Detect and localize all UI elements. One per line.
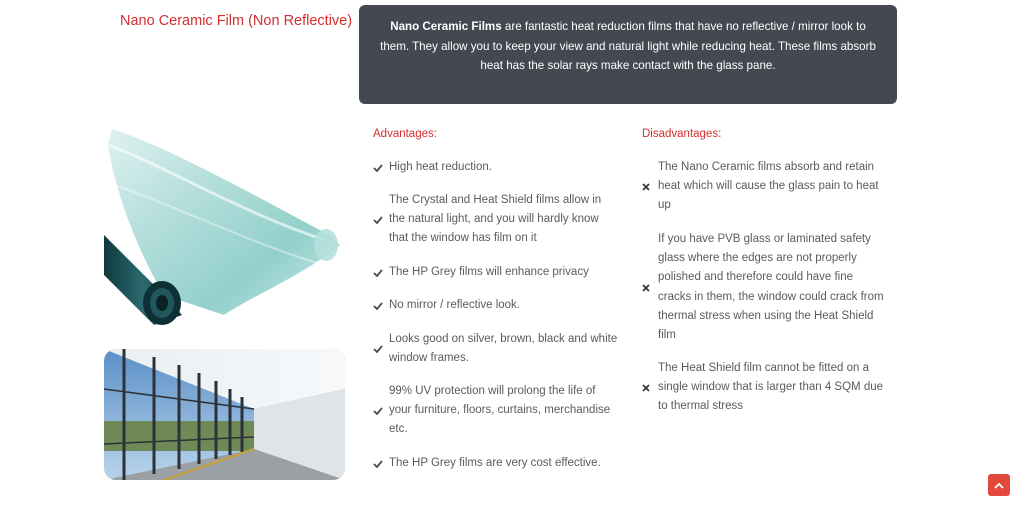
disadvantage-text: The Heat Shield film cannot be fitted on a single window that is larger than 4 SQM due to thermal stress — [658, 362, 884, 413]
check-icon — [373, 164, 389, 172]
disadvantages-title: Disadvantages: — [642, 128, 722, 140]
advantage-item — [373, 296, 618, 315]
check-icon — [373, 407, 389, 415]
advantage-item — [373, 191, 618, 249]
cross-icon — [642, 284, 658, 292]
advantage-item — [373, 454, 618, 473]
check-icon — [373, 345, 389, 353]
banner-bold-text: Nano Ceramic Films — [390, 20, 502, 33]
advantage-text: The HP Grey films are very cost effective. — [389, 457, 601, 469]
advantage-text: No mirror / reflective look. — [389, 299, 521, 311]
disadvantage-item — [642, 158, 887, 216]
advantage-text: The Crystal and Heat Shield films allow in the natural light, and you will hardly know that the window has film on it — [389, 194, 602, 245]
chevron-up-icon — [994, 476, 1004, 494]
check-icon — [373, 269, 389, 277]
advantage-text: 99% UV protection will prolong the life of your furniture, floors, curtains, merchandise etc. — [389, 385, 611, 436]
section-heading: Nano Ceramic Film (Non Reflective) — [120, 13, 353, 29]
cross-icon — [642, 183, 658, 191]
advantages-title: Advantages: — [373, 128, 437, 140]
disadvantage-text: The Nano Ceramic films absorb and retain heat which will cause the glass pain to heat up — [658, 161, 879, 212]
disadvantage-text: If you have PVB glass or laminated safety glass where the edges are not properly polished and therefore could have fine cracks in them, the window could crack from thermal stress when using the Heat Shield film — [658, 233, 884, 342]
cross-icon — [642, 384, 658, 392]
advantage-item — [373, 330, 618, 368]
advantage-text: Looks good on silver, brown, black and white window frames. — [389, 333, 618, 365]
check-icon — [373, 216, 389, 224]
advantage-item — [373, 382, 618, 440]
advantage-text: High heat reduction. — [389, 161, 492, 173]
banner-text: are fantastic heat reduction films that have no reflective / mirror look to them. They allow you to keep your view and natural light while reducing heat. These films absorb heat has the solar rays make contact with the glass pane. — [380, 20, 876, 73]
check-icon — [373, 302, 389, 310]
film-roll-image — [104, 125, 345, 335]
intro-banner — [359, 5, 897, 104]
scroll-to-top-button[interactable] — [988, 474, 1010, 496]
advantage-item — [373, 263, 618, 282]
disadvantage-item — [642, 359, 887, 417]
disadvantage-item — [642, 230, 887, 345]
check-icon — [373, 460, 389, 468]
advantage-text: The HP Grey films will enhance privacy — [389, 266, 589, 278]
building-interior-image — [104, 349, 345, 480]
advantage-item — [373, 158, 618, 177]
